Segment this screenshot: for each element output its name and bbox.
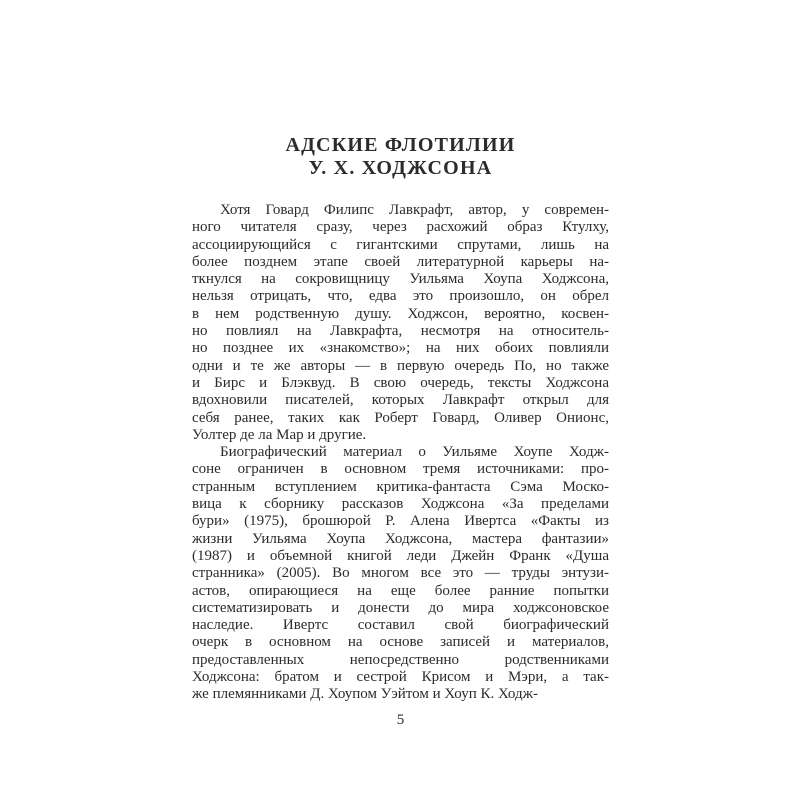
- text-line: астов, опирающиеся на еще более ранние попытки: [192, 582, 609, 599]
- text-line: Биографический материал о Уильяме Хоупе Ходж-: [220, 444, 609, 461]
- text-line: в нем родственную душу. Ходжсон, вероятно, косвен-: [192, 305, 609, 322]
- chapter-title-line-2: У. Х. ХОДЖСОНА: [308, 157, 493, 179]
- text-line: очерк в основном на основе записей и материалов,: [192, 634, 609, 651]
- text-line: бури» (1975), брошюрой Р. Алена Ивертса «Факты из: [192, 513, 609, 530]
- text-line: Ходжсона: братом и сестрой Крисом и Мэри, а так-: [192, 669, 609, 686]
- text-line: вдохновили писателей, которых Лавкрафт открыл для: [192, 392, 609, 409]
- text-line: нельзя отрицать, что, едва это произошло, он обрел: [192, 288, 609, 305]
- body-text: [192, 202, 609, 704]
- text-line: странным вступлением критика-фантаста Сэма Моско-: [192, 478, 609, 495]
- text-line: Уолтер де ла Мар и другие.: [192, 426, 367, 443]
- text-line: одни и те же авторы — в первую очередь По, но также: [192, 357, 609, 374]
- chapter-title-line-1: АДСКИЕ ФЛОТИЛИИ: [285, 134, 516, 156]
- text-line: более позднем этапе своей литературной карьеры на-: [192, 253, 609, 270]
- text-line: Хотя Говард Филипс Лавкрафт, автор, у современ-: [220, 202, 609, 218]
- text-line: наследие. Ивертс составил свой биографический: [192, 617, 609, 634]
- text-line: странника» (2005). Во многом все это — труды энтузи-: [192, 565, 609, 582]
- page-number: 5: [396, 712, 405, 728]
- text-line: ного читателя сразу, через расхожий образ Ктулху,: [192, 219, 609, 236]
- text-line: соне ограничен в основном тремя источниками: про-: [192, 461, 609, 478]
- text-line: вица к сборнику рассказов Ходжсона «За пределами: [192, 496, 609, 513]
- text-line: ассоциирующийся с гигантскими спрутами, лишь на: [192, 236, 609, 253]
- text-line: систематизировать и донести до мира ходжсоновское: [192, 599, 609, 616]
- text-line: (1987) и объемной книгой леди Джейн Франк «Душа: [192, 547, 609, 564]
- text-line: но позднее их «знакомство»; на них обоих повлияли: [192, 340, 609, 357]
- chapter-title: [192, 134, 609, 180]
- text-line: же племянниками Д. Хоупом Уэйтом и Хоуп К. Ходж-: [192, 686, 538, 703]
- paragraph: [192, 202, 609, 444]
- text-line: жизни Уильяма Хоупа Ходжсона, мастера фантазии»: [192, 530, 609, 547]
- text-line: но повлиял на Лавкрафта, несмотря на относитель-: [192, 323, 609, 340]
- paragraph: [192, 444, 609, 703]
- text-line: и Бирс и Блэквуд. В свою очередь, тексты Ходжсона: [192, 374, 609, 391]
- text-line: ткнулся на сокровищницу Уильяма Хоупа Ходжсона,: [192, 271, 609, 288]
- text-line: себя ранее, таких как Роберт Говард, Оливер Онионс,: [192, 409, 609, 426]
- text-line: предоставленных непосредственно родственниками: [192, 651, 609, 668]
